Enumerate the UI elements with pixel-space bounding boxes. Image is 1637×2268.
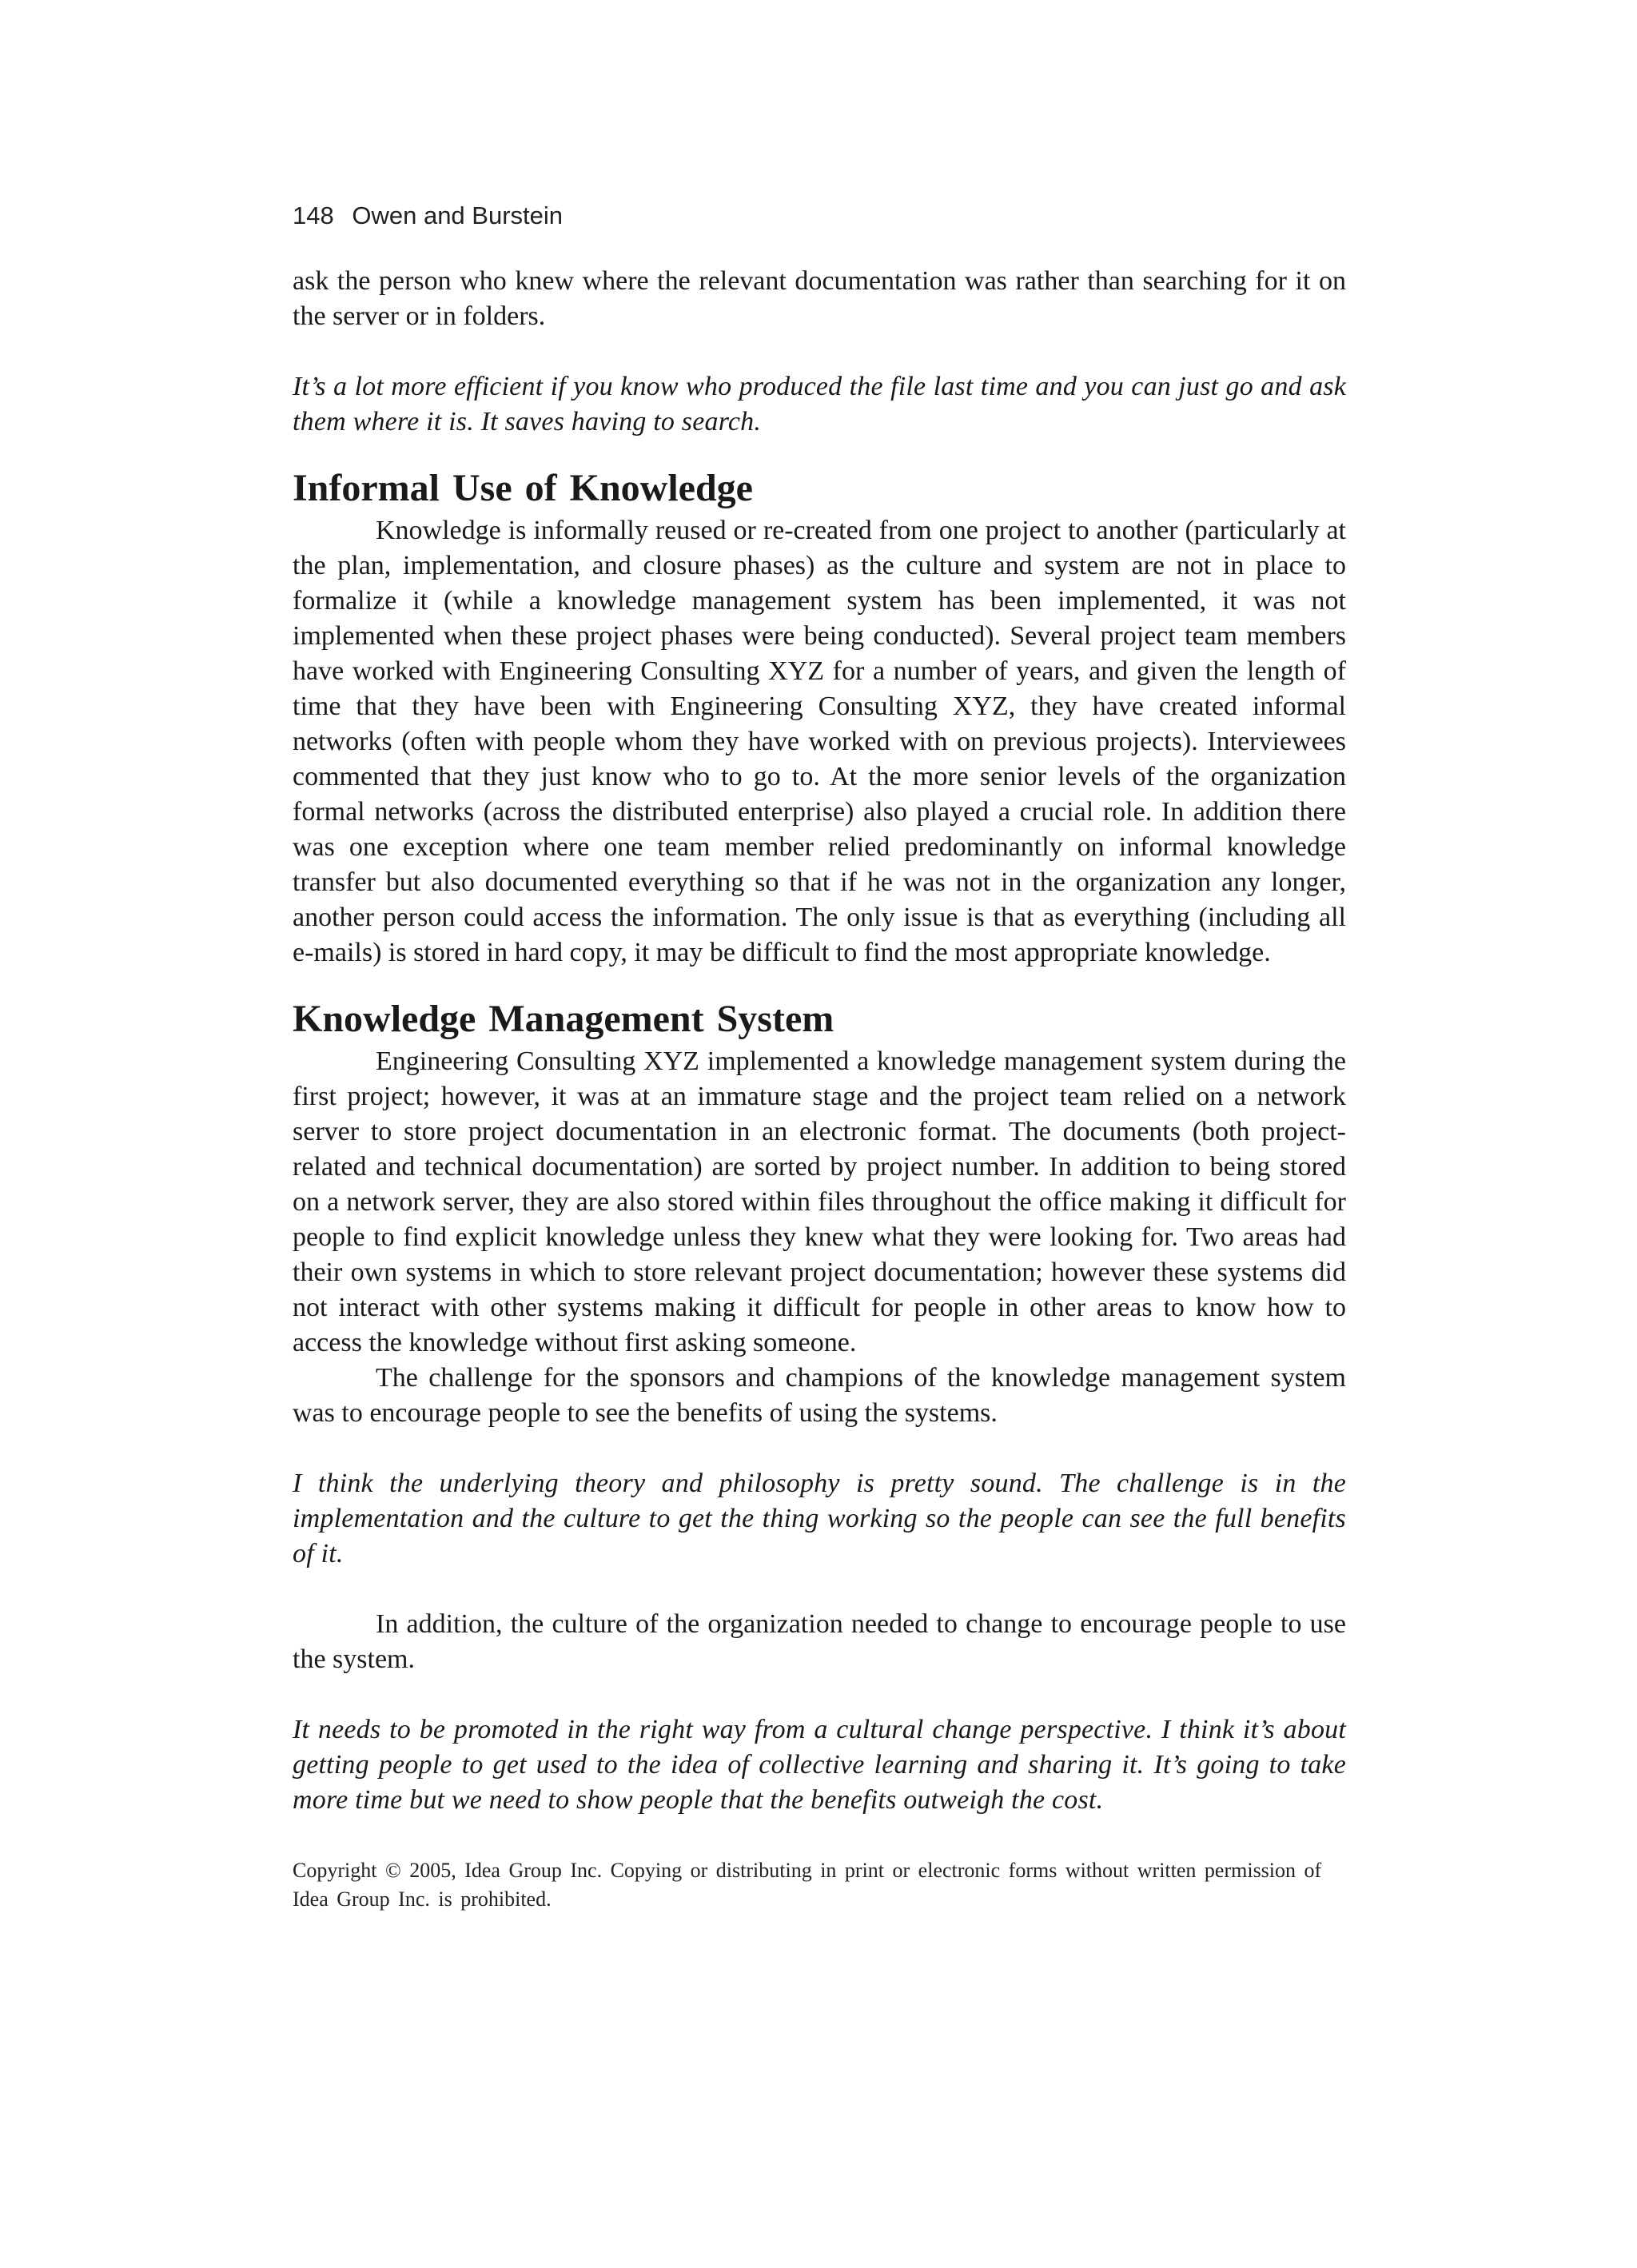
- page-number: 148: [293, 201, 334, 229]
- interview-quote-3: It needs to be promoted in the right way from a cultural change perspective. I think it’s about getting people to get used to the idea of collective learning and sharing it. It’s going to take more time but we need to show people that the benefits outweigh the cost.: [293, 1715, 1346, 1815]
- page: [293, 200, 1346, 1914]
- copyright-notice: Copyright © 2005, Idea Group Inc. Copying or distributing in print or electronic forms without written permission of Idea Group Inc. is prohibited.: [293, 1859, 1322, 1911]
- running-head: [293, 200, 1346, 232]
- spacer: [293, 1572, 1346, 1607]
- section-heading-informal-use: Informal Use of Knowledge: [293, 467, 753, 509]
- spacer: [293, 1431, 1346, 1466]
- intro-paragraph: ask the person who knew where the relevant documentation was rather than searching for it on the server or in folders.: [293, 266, 1346, 331]
- informal-use-paragraph: Knowledge is informally reused or re-created from one project to another (particularly at the plan, implementation, and closure phases) as the culture and system are not in place to formalize it (while a knowledge management system has been implemented, it was not implemented when these project phases were being conducted). Several project team members have worked with Engineering Consulting XYZ for a number of years, and given the length of time that they have been with Engineering Consulting XYZ, they have created informal networks (often with people whom they have worked with on previous projects). Interviewees commented that they just know who to go to. At the more senior levels of the organization formal networks (across the distributed enterprise) also played a crucial role. In addition there was one exception where one team member relied predominantly on informal knowledge transfer but also documented everything so that if he was not in the organization any longer, another person could access the information. The only issue is that as everything (including all e-mails) is stored in hard copy, it may be difficult to find the most appropriate knowledge.: [293, 516, 1346, 967]
- km-system-paragraph-1: Engineering Consulting XYZ implemented a knowledge management system during the first project; however, it was at an immature stage and the project team relied on a network server to store project documentation in an electronic format. The documents (both project-related and technical documentation) are sorted by project number. In addition to being stored on a network server, they are also stored within files throughout the office making it difficult for people to find explicit knowledge unless they knew what they were looking for. Two areas had their own systems in which to store relevant project documentation; however these systems did not interact with other systems making it difficult for people in other areas to know how to access the knowledge without first asking someone.: [293, 1046, 1346, 1357]
- km-system-paragraph-3: In addition, the culture of the organization needed to change to encourage people to use the system.: [293, 1609, 1346, 1674]
- interview-quote-2: I think the underlying theory and philosophy is pretty sound. The challenge is in the implementation and the culture to get the thing working so the people can see the full benefits of it.: [293, 1469, 1346, 1568]
- section-heading-km-system: Knowledge Management System: [293, 998, 834, 1040]
- spacer: [293, 1677, 1346, 1712]
- km-system-paragraph-2: The challenge for the sponsors and champions of the knowledge management system was to encourage people to see the benefits of using the systems.: [293, 1363, 1346, 1428]
- interview-quote-1: It’s a lot more efficient if you know who produced the file last time and you can just go and ask them where it is. It saves having to search.: [293, 372, 1346, 436]
- running-head-authors: Owen and Burstein: [352, 201, 564, 229]
- spacer: [293, 334, 1346, 369]
